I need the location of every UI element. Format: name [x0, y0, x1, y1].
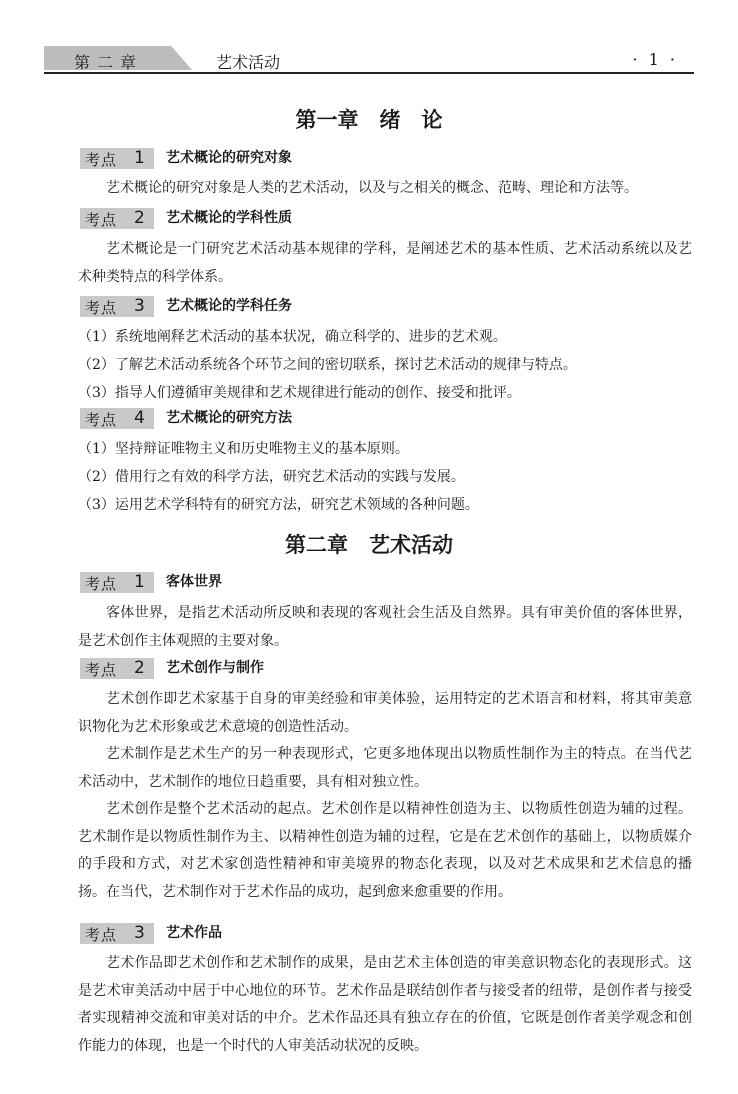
key-point-2-2 [80, 658, 264, 680]
list-item: （3）运用艺术学科特有的研究方法，研究艺术领域的各种问题。 [78, 497, 479, 513]
key-point-1-4 [80, 408, 292, 430]
numbered-list [78, 435, 692, 519]
numbered-list [78, 323, 692, 407]
key-point-label: 考点 [85, 151, 118, 169]
key-point-number: 2 [134, 208, 145, 228]
running-header [44, 42, 694, 74]
list-item: （3）指导人们遵循审美规律和艺术规律进行能动的创作、接受和批评。 [78, 385, 521, 401]
key-point-number: 4 [134, 408, 145, 428]
key-point-number: 3 [134, 923, 145, 943]
list-item: （1）系统地阐释艺术活动的基本状况，确立科学的、进步的艺术观。 [78, 329, 507, 345]
key-point-tag [80, 296, 154, 317]
key-point-tag [80, 208, 154, 229]
key-point-tag [80, 658, 154, 679]
paragraph: 艺术作品即艺术创作和艺术制作的成果，是由艺术主体创造的审美意识物态化的表现形式。这是艺术审美活动中居于中心地位的环节。艺术作品是联结创作者与接受者的纽带，是创作者与接受者实现精神交流和审美对话的中介。艺术作品还具有独立存在的价值，它既是创作者美学观念和创作能力的体现，也是一个时代的人审美活动状况的反映。 [78, 955, 692, 1054]
paragraph: 艺术创作是整个艺术活动的起点。艺术创作是以精神性创造为主、以物质性创造为辅的过程。艺术制作是以物质性制作为主、以精神性创造为辅的过程，它是在艺术创作的基础上，以物质媒介的手段和方式，对艺术家创造性精神和审美境界的物态化表现，以及对艺术成果和艺术信息的播扬。在当代，艺术制作对于艺术作品的成功，起到愈来愈重要的作用。 [78, 801, 692, 900]
key-point-1-1 [80, 148, 292, 170]
paragraph: 艺术概论的研究对象是人类的艺术活动，以及与之相关的概念、范畴、理论和方法等。 [106, 180, 638, 196]
paragraph: 艺术创作即艺术家基于自身的审美经验和审美体验，运用特定的艺术语言和材料，将其审美意识物化为艺术形象或艺术意境的创造性活动。 [78, 691, 692, 735]
page-number: · 1 · [632, 50, 678, 69]
header-chapter-label: 第二章 [74, 53, 144, 72]
key-point-title: 艺术概论的研究方法 [166, 410, 292, 426]
paragraph: 艺术概论是一门研究艺术活动基本规律的学科，是阐述艺术的基本性质、艺术活动系统以及艺术种类特点的科学体系。 [78, 241, 692, 285]
key-point-label: 考点 [85, 661, 118, 679]
list-item: （2）借用行之有效的科学方法，研究艺术活动的实践与发展。 [78, 469, 465, 485]
chapter-1-title: 第一章 绪 论 [295, 108, 443, 132]
list-item: （2）了解艺术活动系统各个环节之间的密切联系，探讨艺术活动的规律与特点。 [78, 357, 577, 373]
key-point-label: 考点 [85, 575, 118, 593]
key-point-label: 考点 [85, 926, 118, 944]
key-point-title: 艺术概论的研究对象 [166, 150, 292, 166]
key-point-1-2 [80, 208, 292, 230]
key-point-2-3 [80, 923, 222, 945]
paragraph: 艺术制作是艺术生产的另一种表现形式，它更多地体现出以物质性制作为主的特点。在当代艺术活动中，艺术制作的地位日趋重要，具有相对独立性。 [78, 746, 692, 790]
key-point-title: 艺术概论的学科性质 [166, 210, 292, 226]
key-point-2-1 [80, 572, 222, 594]
key-point-label: 考点 [85, 299, 118, 317]
key-point-label: 考点 [85, 411, 118, 429]
key-point-title: 艺术作品 [166, 925, 222, 941]
key-point-title: 艺术创作与制作 [166, 660, 264, 676]
key-point-number: 2 [134, 658, 145, 678]
key-point-tag [80, 148, 154, 169]
header-chapter-title: 艺术活动 [216, 53, 281, 72]
chapter-2-title: 第二章 艺术活动 [285, 533, 453, 557]
key-point-tag [80, 572, 154, 593]
key-point-label: 考点 [85, 211, 118, 229]
key-point-number: 3 [134, 296, 145, 316]
key-point-tag [80, 923, 154, 944]
key-point-number: 1 [134, 148, 145, 168]
paragraph: 客体世界，是指艺术活动所反映和表现的客观社会生活及自然界。具有审美价值的客体世界，是艺术创作主体观照的主要对象。 [78, 605, 692, 649]
key-point-1-3 [80, 296, 292, 318]
key-point-title: 客体世界 [166, 574, 222, 590]
key-point-tag [80, 408, 154, 429]
key-point-number: 1 [134, 572, 145, 592]
key-point-title: 艺术概论的学科任务 [166, 298, 292, 314]
list-item: （1）坚持辩证唯物主义和历史唯物主义的基本原则。 [78, 441, 409, 457]
